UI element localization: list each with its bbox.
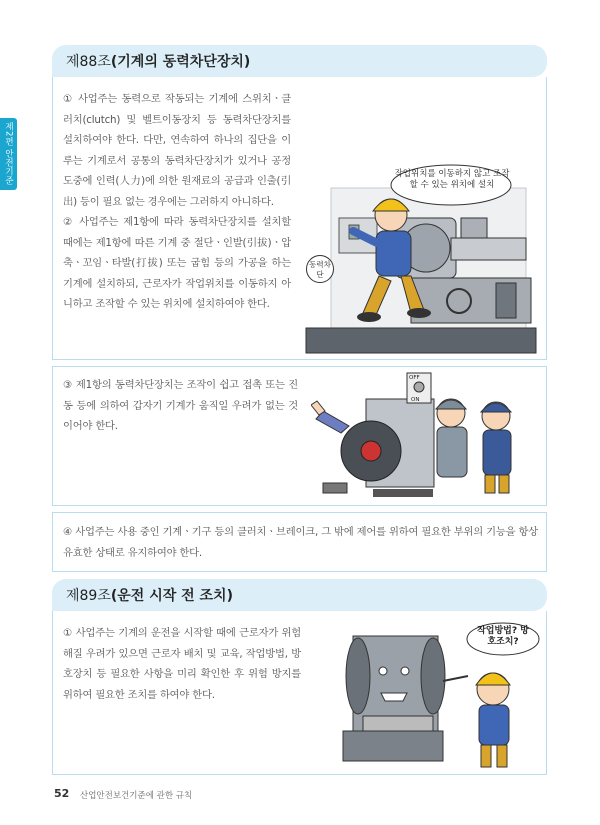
article-89-header	[52, 579, 547, 611]
switch-on-label: ON	[411, 397, 420, 403]
article-89-title: (운전 시작 전 조치)	[110, 588, 233, 604]
article-88-header	[52, 45, 547, 77]
lathe-worker-illustration	[301, 163, 541, 355]
article-88-title: (기계의 동력차단장치)	[110, 54, 251, 70]
switch-off-label: OFF	[409, 375, 420, 381]
side-chapter-label: 제2편 안전기준	[3, 122, 14, 186]
article-88-box-3	[52, 512, 547, 572]
page-number: 52	[54, 787, 70, 800]
machine-accident-illustration	[311, 371, 531, 501]
power-off-sign: 동력차단	[306, 255, 334, 283]
press-speech-bubble-text: 작업방법? 방호조치?	[477, 626, 529, 647]
article-88-number: 제88조	[66, 54, 111, 70]
paragraph-88-3: ③ 제1항의 동력차단장치는 조작이 쉽고 접촉 또는 진동 등에 의하여 갑자기 기계가 움직일 우려가 없는 것이어야 한다.	[63, 379, 298, 433]
article-89-box	[52, 611, 547, 775]
side-chapter-tab	[0, 118, 17, 190]
article-88-box-1	[52, 77, 547, 360]
paragraph-88-4: ④ 사업주는 사용 중인 기계ㆍ기구 등의 클러치ㆍ브레이크, 그 밖에 제어를 위하여 필요한 부위의 기능을 항상 유효한 상태로 유지하여야 한다.	[63, 526, 538, 559]
footer-book-title: 산업안전보건기준에 관한 규칙	[80, 791, 193, 801]
paragraph-88-2: ② 사업주는 제1항에 따라 동력차단장치를 설치할 때에는 제1항에 따른 기계 중 절단ㆍ인발(引拔)ㆍ압축ㆍ꼬임ㆍ타발(打拔) 또는 굽힘 등의 가공을 하는 기계에 설치하되, 근로자가 작업위치를 이동하지 아니하고 조작할 수 있는 위치에 설치하여야 한다.	[63, 216, 291, 311]
article-88-box-2	[52, 366, 547, 506]
article-89-number: 제89조	[66, 588, 111, 604]
paragraph-89-1: ① 사업주는 기계의 운전을 시작할 때에 근로자가 위험해질 우려가 있으면 근로자 배치 및 교육, 작업방법, 방호장치 등 필요한 사항을 미리 확인한 후 위험 방지를 위하여 필요한 조치를 하여야 한다.	[63, 627, 301, 701]
paragraph-88-1: ① 사업주는 동력으로 작동되는 기계에 스위치ㆍ클러치(clutch) 및 벨트이동장치 등 동력차단장치를 설치하여야 한다. 다만, 연속하여 하나의 집단을 이루는 기계로서 공통의 동력차단장치가 있거나 공정 도중에 인력(人力)에 의한 원재료의 공급과 인출(引出) 등이 필요 없는 경우에는 그러하지 아니하다.	[63, 93, 291, 208]
lathe-speech-bubble-text: 작업위치를 이동하지 않고 조작할 수 있는 위치에 설치	[394, 169, 510, 190]
